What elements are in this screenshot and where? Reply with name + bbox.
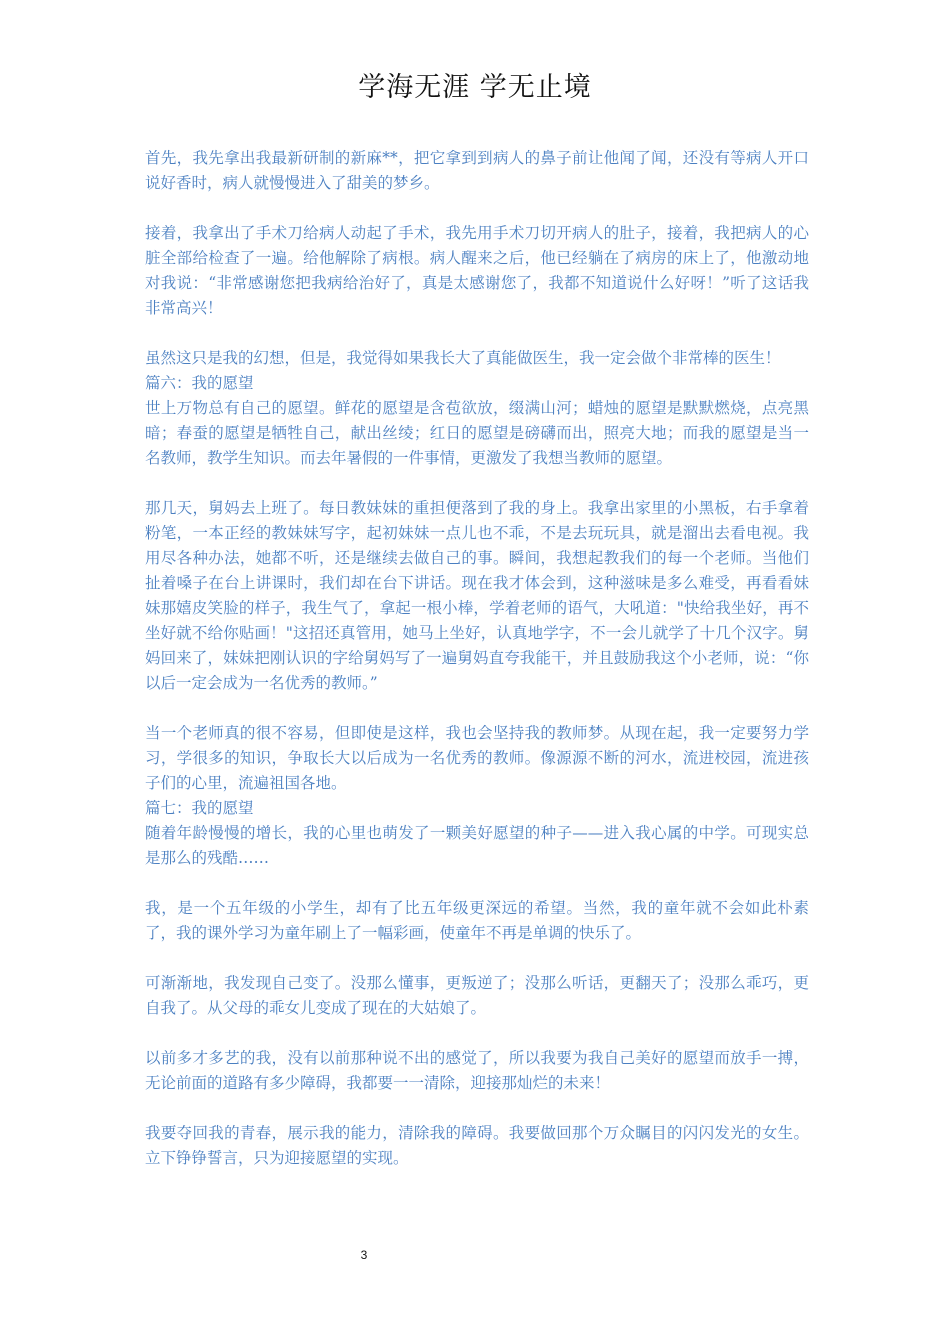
document-body: [145, 146, 809, 1171]
paragraph-teacher-dream: 当一个老师真的很不容易，但即使是这样，我也会坚持我的教师梦。从现在起，我一定要努力学习，学很多的知识，争取长大以后成为一名优秀的教师。像源源不断的河水，流进校园，流进孩子们的心里，流遍祖国各地。: [145, 724, 809, 792]
section-heading-7: 篇七：我的愿望: [145, 799, 254, 817]
paragraph-fifth-grader: 我，是一个五年级的小学生，却有了比五年级更深远的希望。当然，我的童年就不会如此朴素了，我的课外学习为童年刷上了一幅彩画，使童年不再是单调的快乐了。: [145, 899, 809, 942]
paragraph-changed: 可渐渐地，我发现自己变了。没那么懂事，更叛逆了；没那么听话，更翻天了；没那么乖巧，更自我了。从父母的乖女儿变成了现在的大姑娘了。: [145, 974, 809, 1017]
section-heading-6: 篇六：我的愿望: [145, 374, 254, 392]
page-header-title: 学海无涯 学无止境: [358, 72, 592, 103]
paragraph-doctor-dream: 虽然这只是我的幻想，但是，我觉得如果我长大了真能做医生，我一定会做个非常棒的医生！: [145, 349, 781, 367]
paragraph-reclaim-youth: 我要夺回我的青春，展示我的能力，清除我的障碍。我要做回那个万众瞩目的闪闪发光的女生。立下铮铮誓言，只为迎接愿望的实现。: [145, 1124, 809, 1167]
paragraph-wishes-of-things: 世上万物总有自己的愿望。鲜花的愿望是含苞欲放，缀满山河；蜡烛的愿望是默默燃烧，点亮黑暗；春蚕的愿望是牺牲自己，献出丝绫；红日的愿望是磅礴而出，照亮大地；而我的愿望是当一名教师，教学生知识。而去年暑假的一件事情，更激发了我想当教师的愿望。: [145, 399, 809, 467]
paragraph-surgery: 接着，我拿出了手术刀给病人动起了手术，我先用手术刀切开病人的肚子，接着，我把病人的心脏全部给检查了一遍。给他解除了病根。病人醒来之后，他已经躺在了病房的床上了，他激动地对我说：“非常感谢您把我病给治好了，真是太感谢您了，我都不知道说什么好呀！”听了这话我非常高兴！: [145, 224, 809, 317]
paragraph-growing-wish: 随着年龄慢慢的增长，我的心里也萌发了一颗美好愿望的种子——进入我心属的中学。可现实总是那么的残酷……: [145, 824, 809, 867]
page-number: 3: [360, 1248, 368, 1262]
paragraph-anesthetic: 首先，我先拿出我最新研制的新麻**，把它拿到到病人的鼻子前让他闻了闻，还没有等病人开口说好香时，病人就慢慢进入了甜美的梦乡。: [145, 149, 809, 192]
paragraph-teaching-sister: 那几天，舅妈去上班了。每日教妹妹的重担便落到了我的身上。我拿出家里的小黑板，右手拿着粉笔，一本正经的教妹妹写字，起初妹妹一点儿也不乖，不是去玩玩具，就是溜出去看电视。我用尽各种办法，她都不听，还是继续去做自己的事。瞬间，我想起教我们的每一个老师。当他们扯着嗓子在台上讲课时，我们却在台下讲话。现在我才体会到，这种滋味是多么难受，再看看妹妹那嬉皮笑脸的样子，我生气了，拿起一根小棒，学着老师的语气，大吼道："快给我坐好，再不坐好就不给你贴画！"这招还真管用，她马上坐好，认真地学字，不一会儿就学了十几个汉字。舅妈回来了，妹妹把刚认识的字给舅妈写了一遍舅妈直夸我能干，并且鼓励我这个小老师，说：“你以后一定会成为一名优秀的教师。”: [145, 499, 809, 692]
paragraph-determination: 以前多才多艺的我，没有以前那种说不出的感觉了，所以我要为我自己美好的愿望而放手一搏，无论前面的道路有多少障碍，我都要一一清除，迎接那灿烂的未来！: [145, 1049, 809, 1092]
